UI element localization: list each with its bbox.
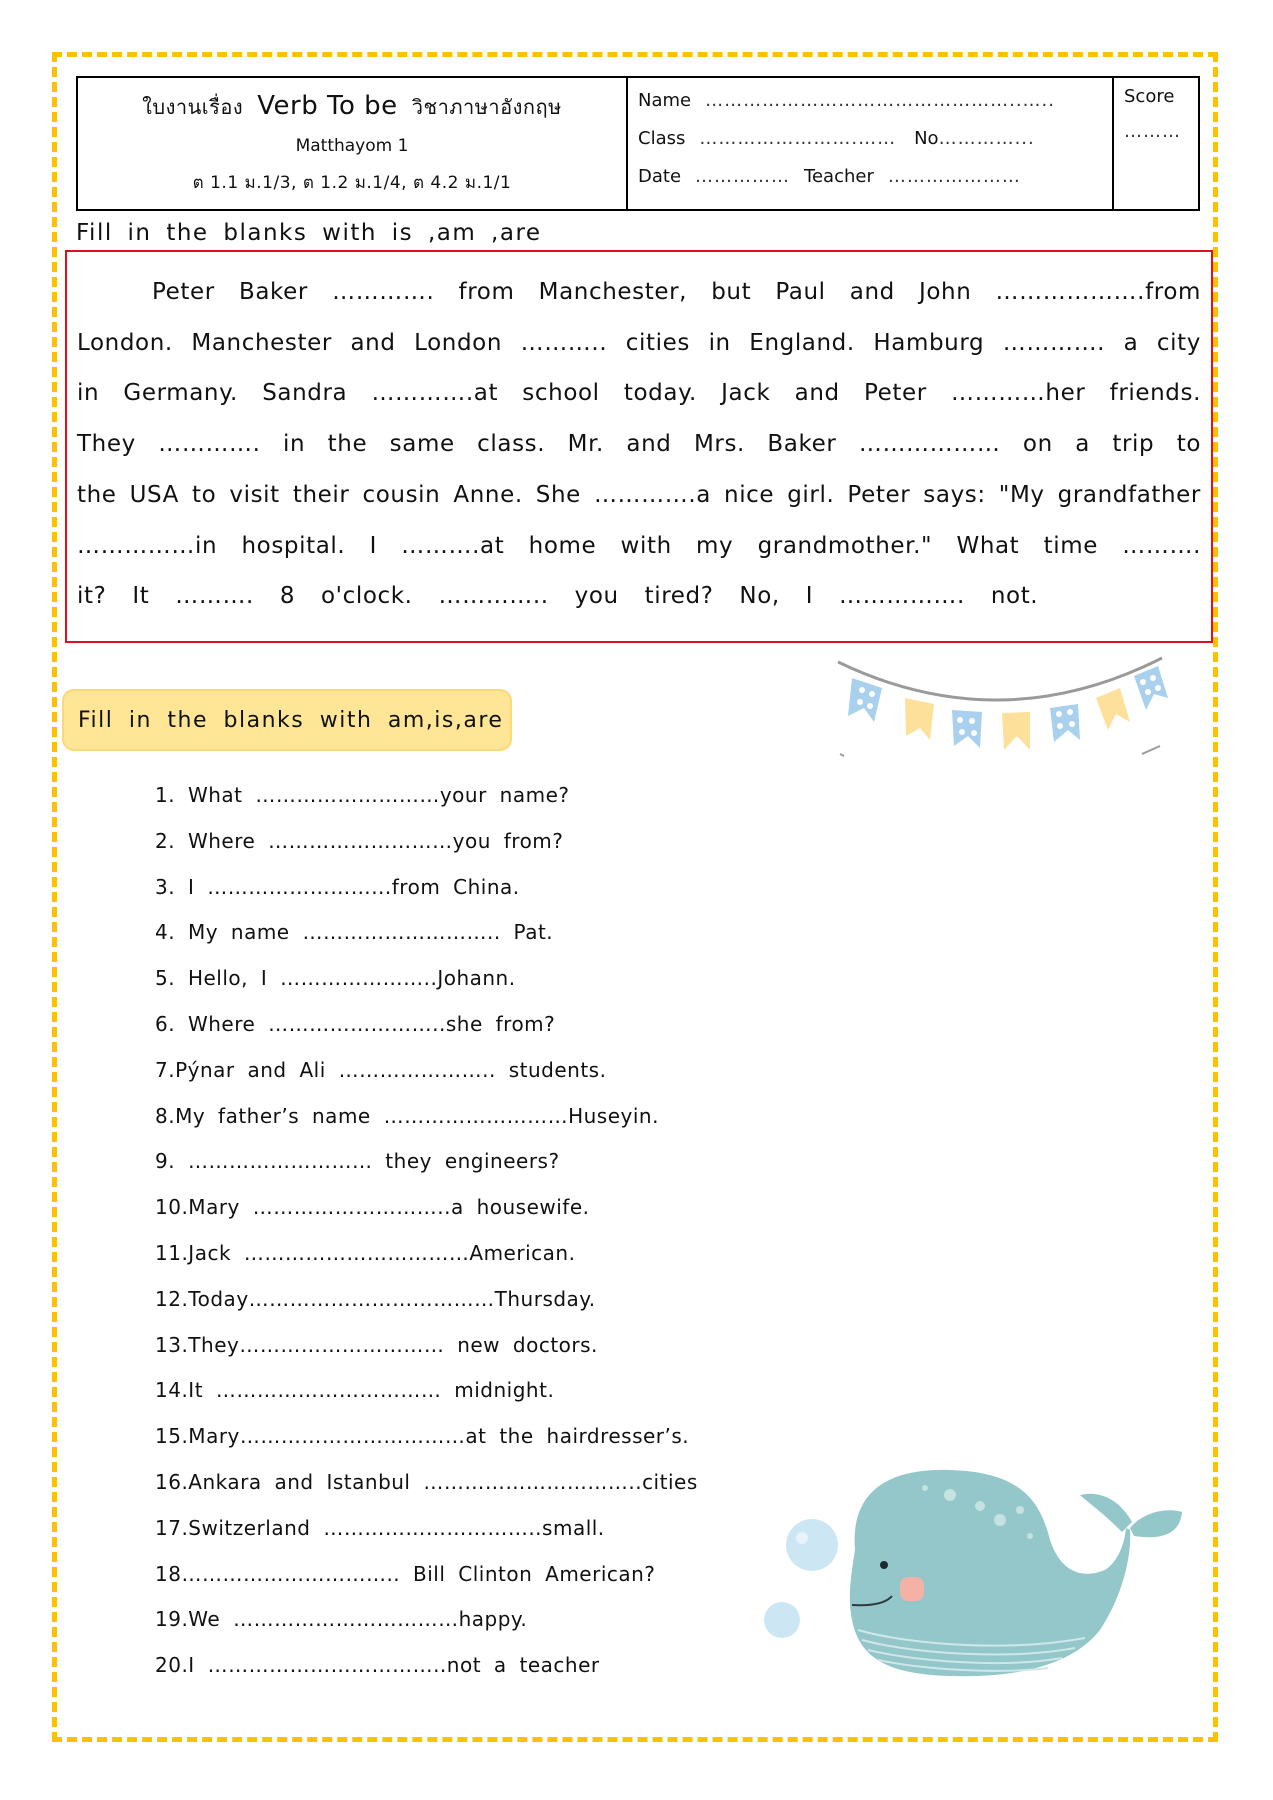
- flag-blue-2: [952, 710, 982, 748]
- class-label: Class: [638, 127, 686, 149]
- exercise-item: 9. ……………………… they engineers?: [155, 1149, 560, 1174]
- curriculum-standards: ต 1.1 ม.1/3, ต 1.2 ม.1/4, ต 4.2 ม.1/1: [192, 173, 512, 194]
- student-info-cell: [628, 78, 1114, 209]
- class-field[interactable]: …………………….……: [699, 127, 897, 149]
- worksheet-header: [76, 76, 1200, 211]
- passage-line: Peter Baker …………. from Manchester, but Paul and John ……………….from: [152, 279, 1201, 305]
- passage-line: ……………in hospital. I ……….at home with my grandmother." What time ……….: [77, 532, 1201, 559]
- exercise-item: 13.They………………………… new doctors.: [155, 1332, 598, 1357]
- date-row: [638, 166, 1102, 187]
- number-label: No: [914, 127, 939, 149]
- exercise-item: 5. Hello, I …………………..Johann.: [155, 966, 516, 991]
- exercise-item: 17.Switzerland …………………………..small.: [155, 1515, 605, 1540]
- exercise-item: 7.Pýnar and Ali ………………….. students.: [155, 1057, 607, 1082]
- title-english: Verb To be: [257, 90, 398, 121]
- exercise-item: 2. Where ………………………you from?: [155, 828, 564, 853]
- exercise-item: 20.I ……………………………..not a teacher: [155, 1653, 600, 1678]
- score-cell: [1114, 78, 1198, 209]
- exercise-item: 3. I ……………………...from China.: [155, 874, 520, 899]
- passage-line: They …………. in the same class. Mr. and Mrs. Baker ……………… on a trip to: [77, 431, 1201, 458]
- passage-line: London. Manchester and London ……….. cities in England. Hamburg …………. a city: [77, 329, 1201, 356]
- whale-icon: [750, 1440, 1190, 1690]
- teacher-field[interactable]: …………………: [887, 165, 1021, 187]
- name-field[interactable]: …………………………………………..…..: [705, 90, 1055, 112]
- teacher-label: Teacher: [804, 165, 874, 187]
- title-subject-thai: วิชาภาษาอังกฤษ: [411, 94, 562, 119]
- exercise-item: 16.Ankara and Istanbul …………………………..cities: [155, 1469, 698, 1494]
- exercise-item: 8.My father’s name ………………………Huseyin.: [155, 1103, 659, 1128]
- title-cell: [78, 78, 628, 209]
- score-label: Score: [1124, 86, 1175, 107]
- exercise-item: 19.We ……………………………happy.: [155, 1607, 528, 1632]
- score-field[interactable]: ………: [1124, 121, 1181, 142]
- exercise-item: 12.Today………………………………Thursday.: [155, 1286, 596, 1311]
- exercise-item: 14.It …………………………… midnight.: [155, 1378, 555, 1403]
- passage-box: [65, 250, 1213, 643]
- flag-blue-1: [848, 678, 882, 722]
- exercise-item: 11.Jack ……………………………American.: [155, 1240, 576, 1265]
- passage-line: it? It ………. 8 o'clock. ………….. you tired? No, I ……………. not.: [77, 583, 1039, 610]
- exercise-item: 10.Mary ………………………..a housewife.: [155, 1195, 590, 1220]
- class-row: [638, 128, 1102, 149]
- passage-line: the USA to visit their cousin Anne. She ………….a nice girl. Peter says: "My grandfather: [77, 481, 1201, 508]
- grade-level: Matthayom 1: [295, 135, 409, 156]
- section2-instruction-banner: [62, 689, 512, 751]
- section1-instruction: Fill in the blanks with is ,am ,are: [76, 220, 542, 246]
- exercise-item: 6. Where ……………………..she from?: [155, 1011, 556, 1036]
- exercise-item: 15.Mary……………………………at the hairdresser’s.: [155, 1424, 690, 1449]
- worksheet-title: [142, 91, 562, 123]
- exercise-list: [155, 773, 765, 1689]
- exercise-item: 4. My name ……………………….. Pat.: [155, 920, 554, 945]
- name-row: [638, 90, 1102, 111]
- date-label: Date: [638, 165, 682, 187]
- title-prefix-thai: ใบงานเรื่อง: [142, 94, 244, 119]
- flag-blue-3: [1050, 704, 1080, 742]
- exercise-item: 18………………………….. Bill Clinton American?: [155, 1561, 656, 1586]
- date-field[interactable]: ……………: [695, 165, 791, 187]
- name-label: Name: [638, 90, 692, 112]
- section2-instruction: Fill in the blanks with am,is,are: [78, 707, 504, 733]
- exercise-item: 1. What ………………………your name?: [155, 783, 570, 807]
- flag-blue-4: [1134, 666, 1168, 710]
- bunting-flags-icon: [830, 650, 1170, 760]
- number-field[interactable]: …………...: [938, 127, 1035, 149]
- passage-line: in Germany. Sandra ………….at school today. Jack and Peter …………her friends.: [77, 380, 1201, 407]
